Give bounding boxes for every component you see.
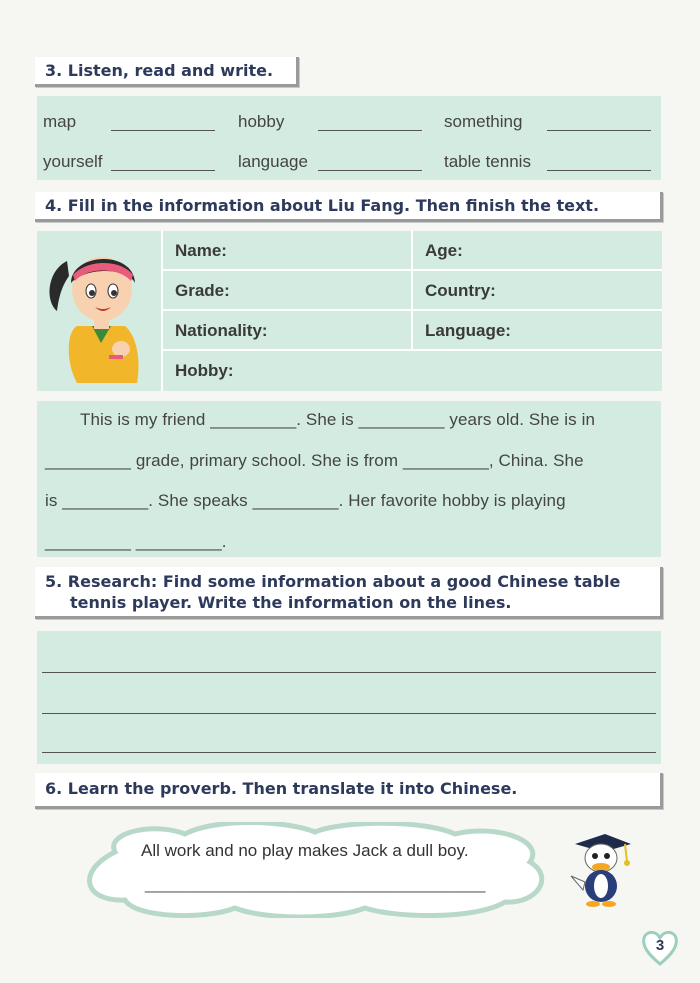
research-line-2[interactable] <box>42 713 656 714</box>
word-map-blank[interactable] <box>111 130 215 131</box>
section-3-header <box>35 57 299 87</box>
field-name[interactable] <box>163 231 411 269</box>
field-country[interactable] <box>413 271 662 309</box>
field-language-label: Language: <box>425 321 511 340</box>
section-6-header <box>35 773 663 809</box>
section-5-title-line-1: 5. Research: Find some information about a good Chinese table <box>45 572 621 591</box>
section-6-title: 6. Learn the proverb. Then translate it into Chinese. <box>45 779 518 798</box>
word-row-1 <box>37 112 661 142</box>
section-3-title: 3. Listen, read and write. <box>45 61 274 80</box>
word-yourself-blank[interactable] <box>111 170 215 171</box>
page-number: 3 <box>655 937 665 954</box>
word-yourself: yourself <box>43 152 103 171</box>
research-line-3[interactable] <box>42 752 656 753</box>
word-list-panel <box>37 96 661 180</box>
field-grade-label: Grade: <box>175 281 230 300</box>
info-grid <box>37 231 662 391</box>
section-5-header <box>35 567 663 619</box>
field-name-label: Name: <box>175 241 227 260</box>
word-row-2 <box>37 152 661 182</box>
field-grade[interactable] <box>163 271 411 309</box>
word-something-blank[interactable] <box>547 130 651 131</box>
paragraph-line-4: _________ _________. <box>45 532 227 551</box>
field-nationality[interactable] <box>163 311 411 349</box>
section-4-header <box>35 192 663 222</box>
field-age-label: Age: <box>425 241 463 260</box>
research-line-1[interactable] <box>42 672 656 673</box>
girl-illustration-cell <box>37 231 161 391</box>
proverb-text: All work and no play makes Jack a dull boy. <box>141 841 469 860</box>
word-language-blank[interactable] <box>318 170 422 171</box>
field-hobby[interactable] <box>163 351 662 391</box>
research-lines-panel <box>37 631 661 764</box>
proverb-answer-line[interactable]: ____________________________________ <box>145 874 486 893</box>
word-map: map <box>43 112 77 131</box>
paragraph-line-2: _________ grade, primary school. She is from _________, China. She <box>45 451 584 470</box>
section-5-title-line-2: tennis player. Write the information on the lines. <box>70 593 512 612</box>
paragraph-line-1: This is my friend _________. She is _________ years old. She is in <box>80 410 596 429</box>
page-number-badge <box>640 928 680 973</box>
field-age[interactable] <box>413 231 662 269</box>
paragraph-line-3: is _________. She speaks _________. Her favorite hobby is playing <box>45 491 566 510</box>
word-something: something <box>444 112 523 131</box>
field-language[interactable] <box>413 311 662 349</box>
word-table-tennis-blank[interactable] <box>547 170 651 171</box>
field-nationality-label: Nationality: <box>175 321 268 340</box>
cloud-shape <box>75 822 555 918</box>
section-4-title: 4. Fill in the information about Liu Fang. Then finish the text. <box>45 196 600 215</box>
word-language: language <box>238 152 308 171</box>
field-country-label: Country: <box>425 281 496 300</box>
word-table-tennis: table tennis <box>444 152 531 171</box>
word-hobby-blank[interactable] <box>318 130 422 131</box>
duck-mascot-icon <box>565 830 635 910</box>
word-hobby: hobby <box>238 112 285 131</box>
field-hobby-label: Hobby: <box>175 361 234 380</box>
girl-avatar-icon <box>37 231 161 391</box>
